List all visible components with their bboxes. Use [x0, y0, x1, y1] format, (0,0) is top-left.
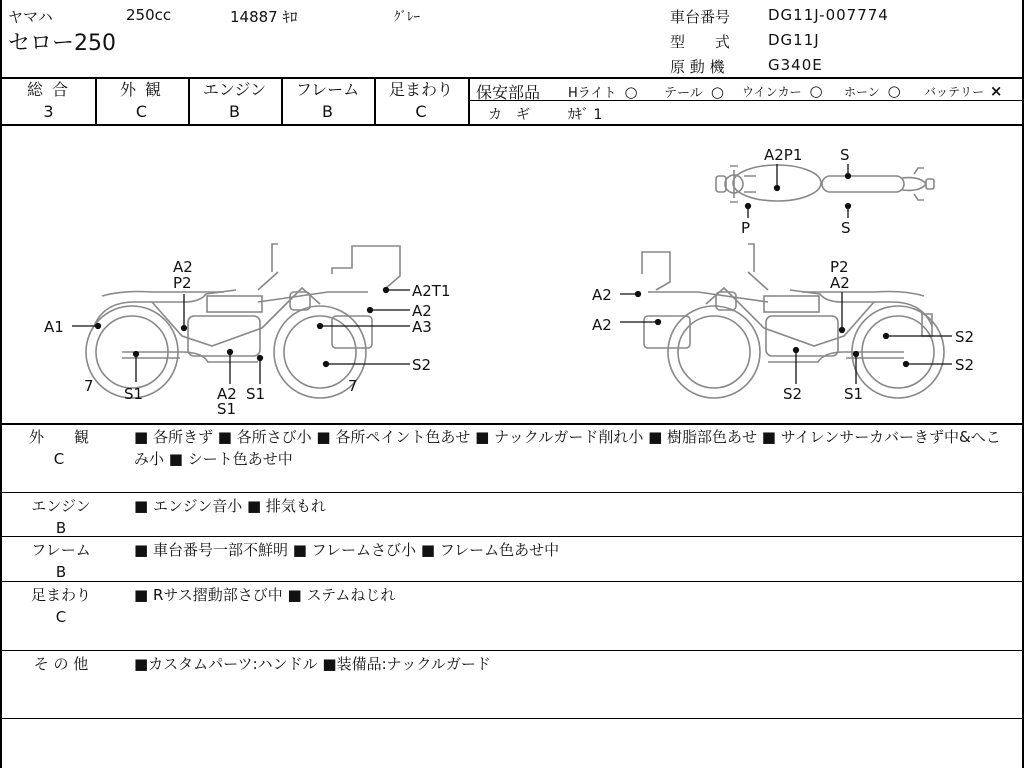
safety-item-mark: ○ — [710, 83, 724, 101]
grade-label: 総 合 — [26, 80, 71, 99]
divider — [2, 718, 1022, 719]
safety-item-mark: ○ — [624, 83, 638, 101]
diagram-label: S1 — [246, 385, 266, 403]
frame-no: DG11J-007774 — [768, 6, 889, 24]
model-type-label: 型 式 — [670, 33, 731, 51]
diagram-label: S2 — [955, 356, 975, 374]
engine-model: G340E — [768, 56, 823, 74]
safety-item-label: バッテリー — [924, 85, 985, 99]
diagram-label: P2 — [830, 258, 849, 276]
bike-left-view — [86, 244, 400, 398]
diagram-label: A2 — [592, 286, 612, 304]
section-title: エンジン — [31, 497, 91, 515]
section-title: 外 観 — [28, 428, 89, 446]
section-frame-text: ■ 車台番号一部不鮮明 ■ フレームさび小 ■ フレーム色あせ中 — [134, 541, 560, 559]
model-type: DG11J — [768, 31, 820, 49]
safety-item-battery — [924, 82, 1002, 100]
grade-value: B — [229, 102, 240, 121]
section-frame-header — [24, 539, 98, 583]
safety-item-mark: ○ — [809, 82, 823, 100]
diagram-label: A2T1 — [412, 282, 451, 300]
grade-engine — [188, 79, 281, 123]
model-name: セロー250 — [8, 31, 116, 56]
safety-item-label: テール — [664, 86, 703, 101]
diagram-label: S1 — [124, 385, 144, 403]
grade-label: 足まわり — [388, 80, 453, 99]
section-grade: B — [55, 519, 67, 537]
diagram-label: S2 — [955, 328, 975, 346]
safety-item-label: Hライト — [568, 86, 617, 101]
section-title: そ の 他 — [33, 655, 89, 673]
grade-value: C — [135, 102, 148, 121]
diagram-label: A2 — [173, 258, 193, 276]
grade-exterior — [95, 79, 188, 123]
safety-item-mark: ○ — [887, 82, 901, 100]
section-engine-text: ■ エンジン音小 ■ 排気もれ — [134, 497, 326, 515]
diagram-label: S2 — [412, 356, 432, 374]
damage-diagram — [2, 126, 1022, 424]
grade-suspension — [374, 79, 468, 123]
section-title: フレーム — [31, 541, 91, 559]
grade-value: B — [322, 102, 333, 121]
diagram-label: S — [841, 219, 851, 237]
grade-value: 3 — [43, 102, 54, 121]
diagram-label: A2 — [217, 385, 237, 403]
section-exterior-text: ■ 各所きず ■ 各所さび小 ■ 各所ペイント色あせ ■ ナックルガード削れ小 ■ 樹脂部色あせ ■ サイレンサーカバーきず中&へこみ小 ■ シート色あせ中 — [134, 428, 1001, 468]
diagram-label: A2P1 — [764, 146, 803, 164]
section-exterior-header — [24, 426, 94, 470]
grade-label: 外 観 — [119, 80, 164, 99]
diagram-label: S1 — [844, 385, 864, 403]
grade-label: エンジン — [202, 80, 267, 99]
section-grade: C — [53, 450, 65, 468]
safety-item-winker — [742, 82, 823, 100]
bike-top-view — [716, 165, 934, 202]
divider — [2, 536, 1022, 537]
diagram-label: S2 — [783, 385, 803, 403]
section-grade: B — [55, 563, 67, 581]
divider — [2, 423, 1022, 425]
section-other-header — [24, 653, 98, 675]
color: ｸﾞﾚｰ — [394, 10, 420, 25]
section-suspension-text: ■ Rサス摺動部さび中 ■ ステムねじれ — [134, 586, 396, 604]
safety-item-headlight — [568, 82, 638, 101]
section-suspension-header — [24, 584, 98, 628]
section-grade: C — [55, 608, 67, 626]
diagram-label: P — [741, 219, 751, 237]
diagram-label: A2 — [830, 274, 850, 292]
diagram-label: A1 — [44, 318, 64, 336]
divider — [468, 100, 1022, 101]
diagram-label: A3 — [412, 318, 432, 336]
divider — [468, 77, 470, 126]
engine-label: 原 動 機 — [670, 58, 725, 76]
safety-item-tail — [664, 82, 724, 101]
grade-frame — [281, 79, 374, 123]
diagram-label: S — [840, 146, 850, 164]
diagram-label: 7 — [348, 377, 358, 395]
bike-right-view — [642, 244, 944, 398]
frame-no-label: 車台番号 — [670, 8, 731, 26]
diagram-label: S1 — [217, 400, 237, 418]
safety-item-mark: × — [989, 82, 1003, 100]
diagram-label: A2 — [592, 316, 612, 334]
divider — [2, 650, 1022, 651]
grade-label: フレーム — [295, 80, 360, 99]
safety-title: 保安部品 — [476, 83, 541, 102]
safety-item-label: ウインカー — [742, 85, 802, 99]
section-other-text: ■カスタムパーツ:ハンドル ■装備品:ナックルガード — [134, 655, 491, 673]
divider — [2, 492, 1022, 493]
grade-value: C — [415, 102, 427, 121]
mileage: 14887 ｷﾛ — [230, 8, 298, 26]
grade-overall — [2, 79, 95, 123]
key-label: カ ギ — [488, 107, 530, 123]
diagram-label: P2 — [173, 274, 192, 292]
diagram-label: A2 — [412, 302, 432, 320]
safety-item-label: ホーン — [844, 85, 880, 99]
key-value: ｶｷﾞ 1 — [568, 107, 603, 123]
maker: ヤマハ — [8, 8, 53, 26]
safety-item-horn — [844, 82, 901, 100]
displacement: 250cc — [126, 6, 172, 24]
diagram-label: 7 — [84, 377, 94, 395]
divider — [2, 581, 1022, 582]
section-title: 足まわり — [30, 586, 91, 604]
section-engine-header — [24, 495, 98, 539]
